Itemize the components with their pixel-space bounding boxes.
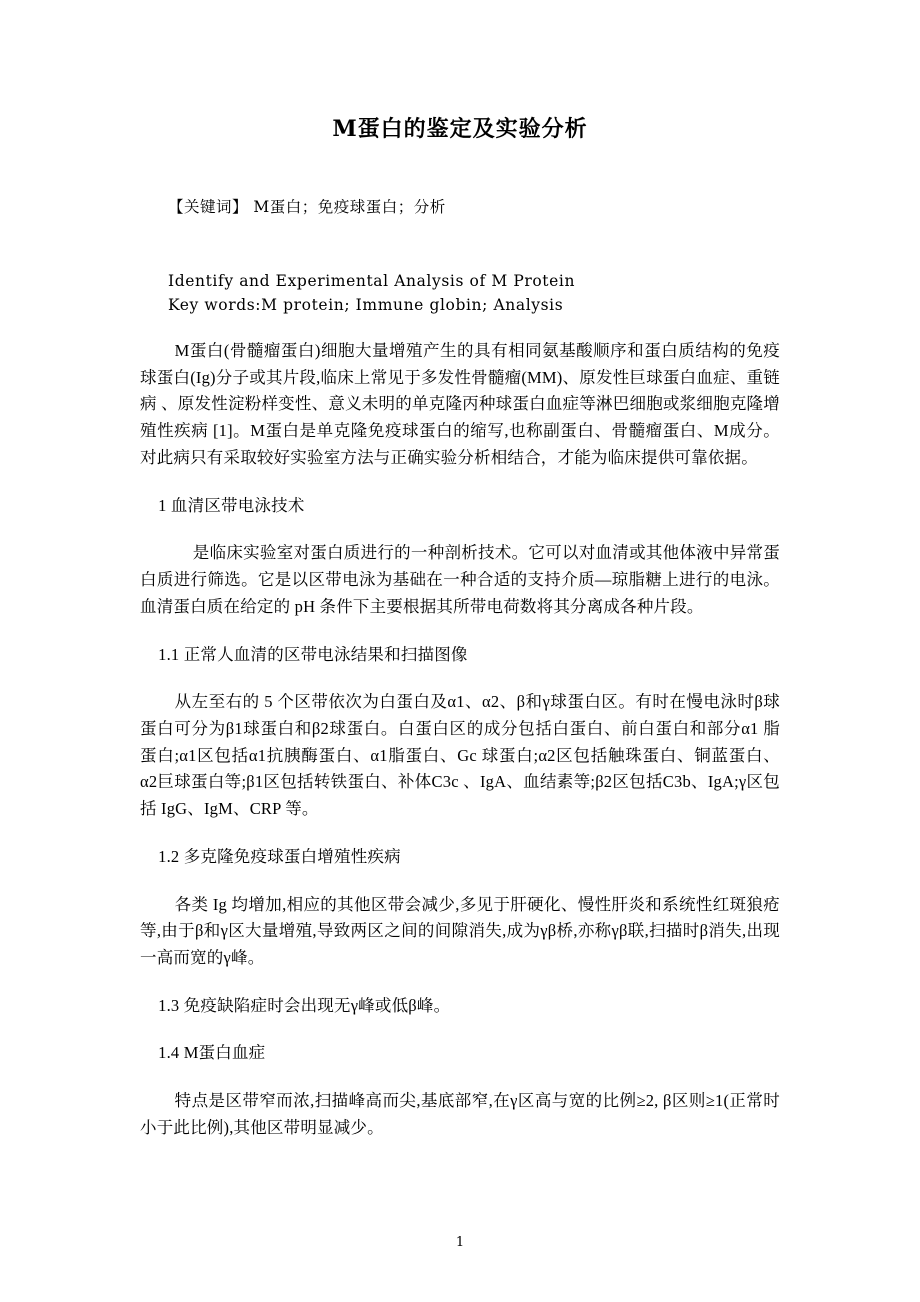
- section-heading-1-2: 1.2 多克隆免疫球蛋白增殖性疾病: [158, 846, 401, 866]
- document-content: [140, 0, 780, 1142]
- english-abstract-block: [168, 269, 780, 317]
- body-paragraph: 是临床实验室对蛋白质进行的一种剖析技术。它可以对血清或其他体液中异常蛋白质进行筛选。它是以区带电泳为基础在一种合适的支持介质—琼脂糖上进行的电泳。血清蛋白质在给定的 pH 条件下主要根据其所带电荷数将其分离成各种片段。: [140, 543, 780, 616]
- english-title: Identify and Experimental Analysis of M Protein: [168, 272, 576, 290]
- body-paragraph: M蛋白(骨髓瘤蛋白)细胞大量增殖产生的具有相同氨基酸顺序和蛋白质结构的免疫球蛋白(Ig)分子或其片段,临床上常见于多发性骨髓瘤(MM)、原发性巨球蛋白血症、重链病 、原发性淀粉样变性、意义未明的单克隆丙种球蛋白血症等淋巴细胞或浆细胞克隆增殖性疾病 [1]。M蛋白是单克隆免疫球蛋白的缩写,也称副蛋白、骨髓瘤蛋白、M成分。对此病只有采取较好实验室方法与正确实验分析相结合，才能为临床提供可靠依据。: [140, 341, 780, 467]
- page-number: 1: [455, 1235, 465, 1250]
- section-heading-1-4: 1.4 M蛋白血症: [158, 1043, 266, 1063]
- body-paragraph: 从左至右的 5 个区带依次为白蛋白及α1、α2、β和γ球蛋白区。有时在慢电泳时β球蛋白可分为β1球蛋白和β2球蛋白。白蛋白区的成分包括白蛋白、前白蛋白和部分α1 脂蛋白;α1区包括α1抗胰酶蛋白、α1脂蛋白、Gc 球蛋白;α2区包括触珠蛋白、铜蓝蛋白、 α2巨球蛋白等;β1区包括转铁蛋白、补体C3c 、IgA、血结素等;β2区包括C3b、IgA;γ区包括 IgG、IgM、CRP 等。: [140, 692, 780, 819]
- section-heading-1: 1 血清区带电泳技术: [158, 495, 305, 515]
- section-heading-1-1: 1.1 正常人血清的区带电泳结果和扫描图像: [158, 644, 468, 664]
- page-title: M蛋白的鉴定及实验分析: [332, 116, 588, 142]
- body-paragraph: 各类 Ig 均增加,相应的其他区带会减少,多见于肝硬化、慢性肝炎和系统性红斑狼疮等,由于β和γ区大量增殖,导致两区之间的间隙消失,成为γβ桥,亦称γβ联,扫描时β消失,出现一高而宽的γ峰。: [140, 894, 780, 967]
- english-keywords: Key words:M protein; Immune globin; Analysis: [168, 296, 564, 315]
- keywords-line: 【关键词】 M蛋白；免疫球蛋白；分析: [168, 198, 446, 216]
- section-heading-1-3: 1.3 免疫缺陷症时会出现无γ峰或低β峰。: [158, 995, 451, 1015]
- body-paragraph: 特点是区带窄而浓,扫描峰高而尖,基底部窄,在γ区高与宽的比例≥2, β区则≥1(正常时小于此比例),其他区带明显减少。: [140, 1091, 780, 1137]
